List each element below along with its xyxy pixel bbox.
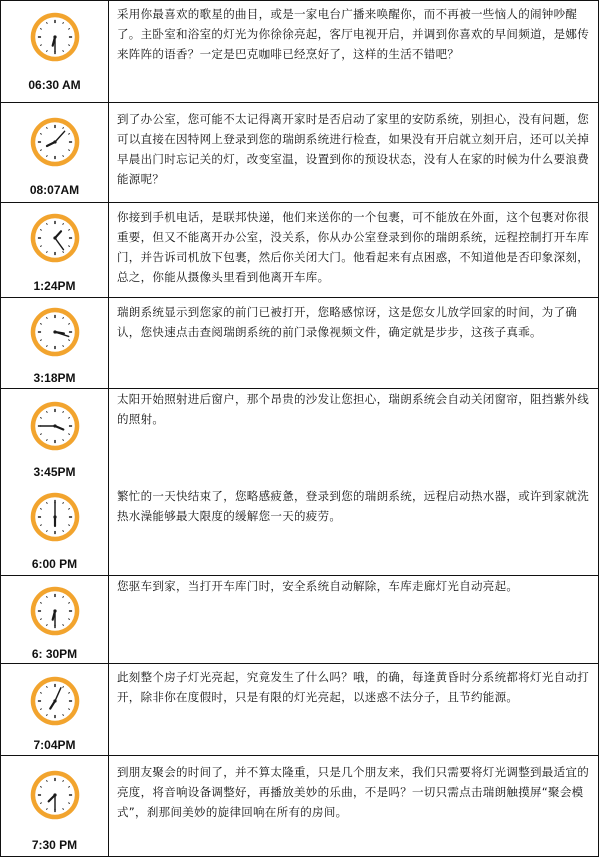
clock-cell (1, 203, 109, 298)
time-label: 3:18PM (33, 371, 76, 385)
description-text: 您驱车到家，当打开车库门时，安全系统自动解除，车库走廊灯光自动亮起。 (117, 579, 519, 593)
description-cell (109, 756, 598, 857)
clock-center (53, 236, 56, 239)
schedule-row (1, 202, 598, 298)
clock-center (53, 515, 56, 518)
description-cell (109, 103, 598, 203)
description-text: 瑞朗系统显示到您家的前门已被打开，您略感惊讶，这是您女儿放学回家的时间，为了确认，您快速点击查阅瑞朗系统的前门录像视频文件，确定就是步步，这孩子真乖。 (117, 305, 578, 339)
clock-icon (28, 399, 82, 453)
time-label: 1:24PM (33, 279, 76, 293)
clock-cell (1, 576, 109, 664)
description-text: 到了办公室，您可能不太记得离开家时是否启动了家里的安防系统，别担心，没有问题，您可以直接在因特网上登录到您的瑞朗系统进行检查，如果没有开启就立刻开启，还可以关掉早晨出门时忘记关的灯，改变室温，设置到你的预设状态，没有人在家的时候为什么要浪费能源呢？ (117, 112, 589, 186)
description-cell (109, 1, 598, 102)
time-label: 3:45PM (33, 465, 76, 479)
time-label: 6:00 PM (31, 557, 78, 571)
description-text: 太阳开始照射进后窗户，那个昂贵的沙发让您担心，瑞朗系统会自动关闭窗帘，阻挡紫外线的照射。 (117, 392, 589, 426)
description-cell (109, 298, 598, 389)
description-text: 到朋友聚会的时间了，并不算太隆重，只是几个朋友来，我们只需要将灯光调整到最适宜的亮度，将音响设备调整好，再播放美妙的乐曲，不是吗？一切只需点击瑞朗触摸屏“聚会模式”，刹那间美妙的旋律回响在所有的房间。 (117, 765, 589, 819)
clock-cell (1, 389, 109, 576)
time-label: 7:30 PM (31, 838, 78, 852)
time-label: 6: 30PM (31, 647, 78, 661)
clock-icon (28, 768, 82, 822)
schedule-row (1, 663, 598, 756)
clock-icon (28, 115, 82, 169)
description-text: 采用你最喜欢的歌星的曲目，或是一家电台广播来唤醒你，而不再被一些恼人的闹钟吵醒了。主卧室和浴室的灯光为你徐徐亮起，客厅电视开启，并调到你喜欢的早间频道，是娜传来阵阵的语香？一定是巴克咖啡已经烹好了，这样的生活不错吧？ (117, 7, 589, 61)
schedule-row (1, 297, 598, 389)
description-cell (109, 576, 598, 664)
clock-icon (28, 584, 82, 638)
clock-cell (1, 103, 109, 203)
clock-center (53, 793, 56, 796)
description-text: 此刻整个房子灯光亮起，究竟发生了什么吗？哦，的确，每逢黄昏时分系统都将灯光自动打开，除非你在度假时，只是有限的灯光亮起，以迷惑不法分子，且节约能源。 (117, 670, 589, 704)
clock-center (53, 330, 56, 333)
description-text: 你接到手机电话，是联邦快递，他们来送你的一个包裹，可不能放在外面，这个包裹对你很重要，但又不能离开办公室，没关系，你从办公室登录到你的瑞朗系统，远程控制打开车库门，并告诉司机放下包裹，然后你关闭大门。他看起来有点困惑，不知道他是否印象深刻，总之，你能从摄像头里看到他离开车库。 (117, 210, 589, 284)
time-label: 7:04PM (33, 738, 76, 752)
clock-icon (28, 10, 82, 64)
schedule-row (1, 388, 598, 576)
description-cell (109, 203, 598, 298)
clock-cell (1, 756, 109, 857)
schedule-row (1, 755, 598, 857)
clock-center (53, 424, 56, 427)
clock-cell (1, 664, 109, 756)
schedule-row (1, 1, 598, 102)
clock-cell (1, 298, 109, 389)
clock-cell (1, 1, 109, 102)
description-cell (109, 664, 598, 756)
description-text: 繁忙的一天快结束了，您略感疲惫，登录到您的瑞朗系统，远程启动热水器，或许到家就洗热水澡能够最大限度的缓解您一天的疲劳。 (117, 489, 589, 523)
description-cell (109, 389, 598, 576)
schedule-row (1, 102, 598, 203)
clock-icon (28, 211, 82, 265)
clock-center (53, 140, 56, 143)
time-label: 06:30 AM (28, 78, 81, 92)
clock-icon (28, 490, 82, 544)
schedule-row (1, 575, 598, 664)
clock-center (53, 699, 56, 702)
clock-center (53, 609, 56, 612)
time-label: 08:07AM (29, 183, 80, 197)
clock-icon (28, 674, 82, 728)
clock-icon (28, 305, 82, 359)
clock-center (53, 35, 56, 38)
